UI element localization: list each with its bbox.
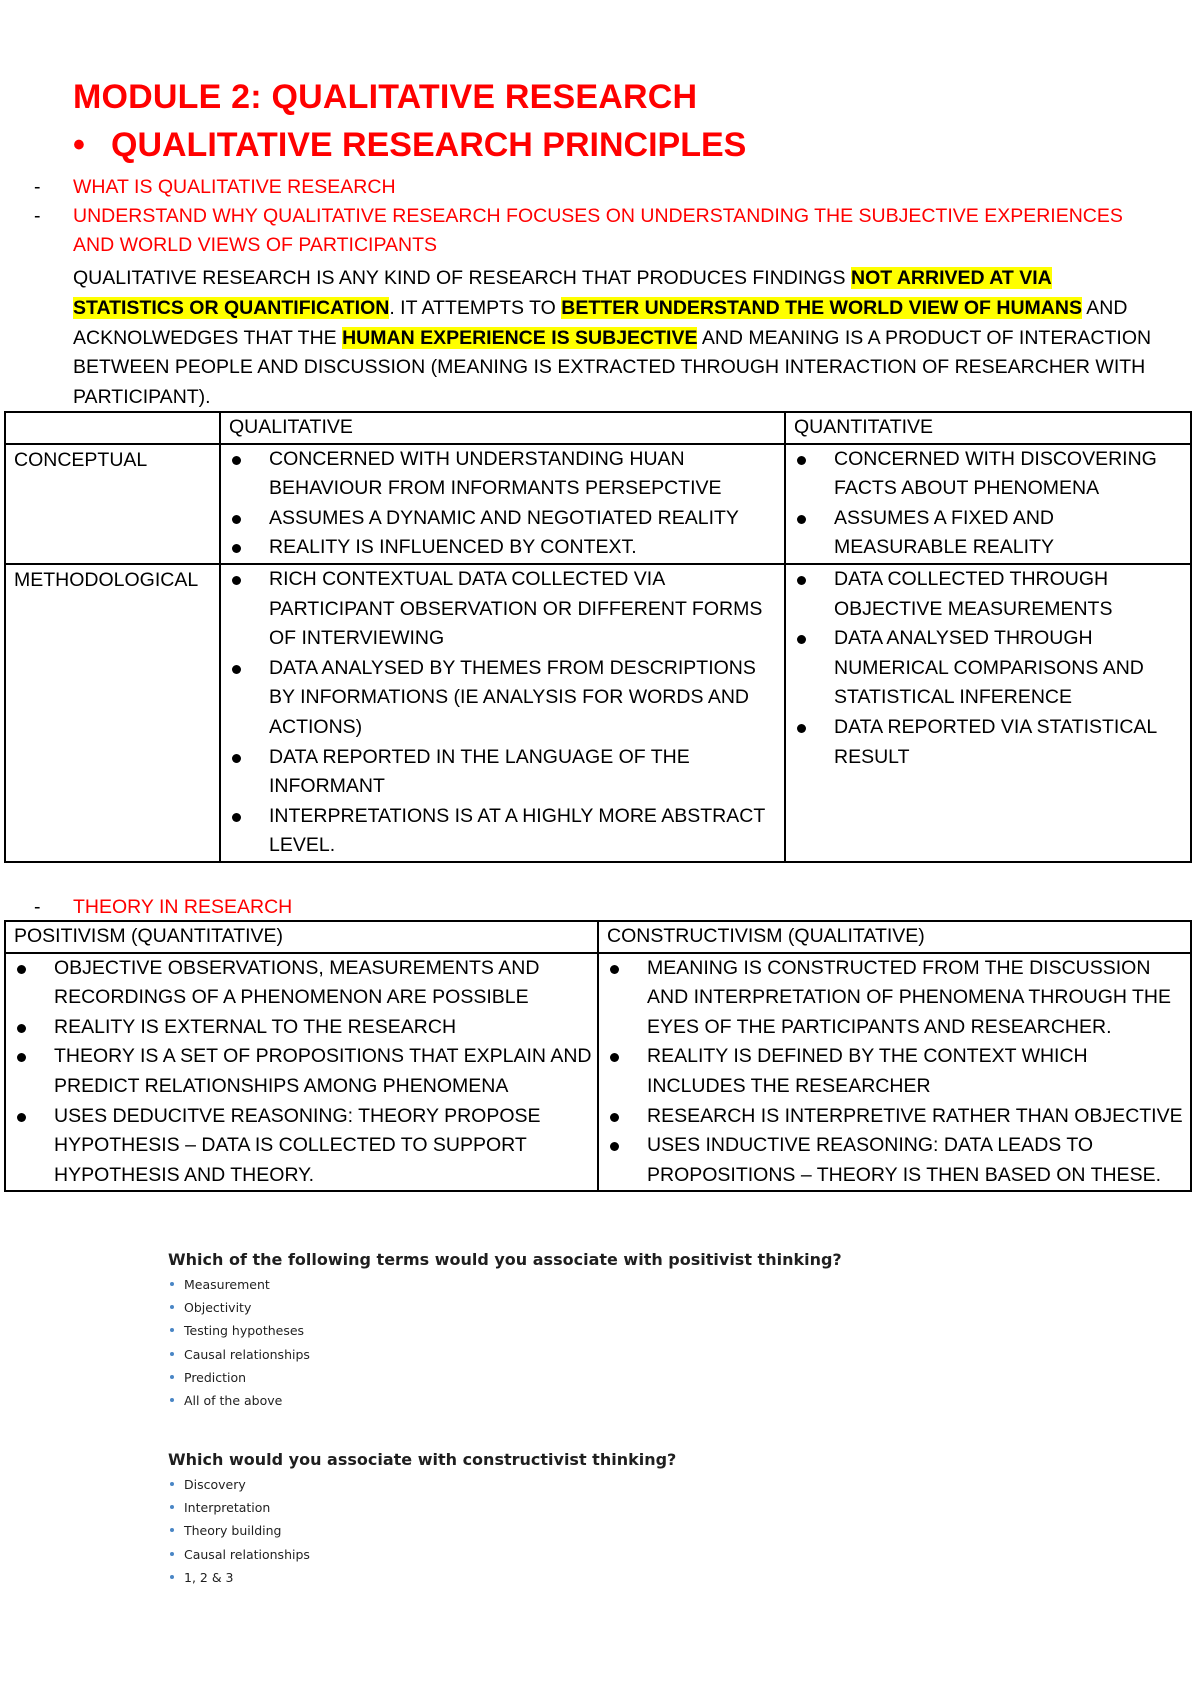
dash-marker: - xyxy=(34,896,41,918)
quiz-option: Measurement xyxy=(168,1273,842,1296)
quiz-option: Causal relationships xyxy=(168,1343,842,1366)
table-header-cell: POSITIVISM (QUANTITATIVE) xyxy=(5,921,598,953)
list-item: USES INDUCTIVE REASONING: DATA LEADS TO PROPOSITIONS – THEORY IS THEN BASED ON THESE. xyxy=(607,1131,1190,1190)
paragraph-text: AND ACKNOLWEDGES THAT THE xyxy=(73,296,1128,349)
comparison-table xyxy=(4,411,1192,863)
paragraph-text: . IT ATTEMPTS TO xyxy=(389,296,562,319)
dash-marker: - xyxy=(34,176,41,198)
list-item: USES DEDUCITVE REASONING: THEORY PROPOSE HYPOTHESIS – DATA IS COLLECTED TO SUPPORT HYPOTHESIS AND THEORY. xyxy=(14,1102,597,1191)
theory-table xyxy=(4,920,1192,1192)
list-item: DATA ANALYSED THROUGH NUMERICAL COMPARISONS AND STATISTICAL INFERENCE xyxy=(794,624,1190,713)
theory-heading xyxy=(34,893,1153,922)
table-header-cell: CONSTRUCTIVISM (QUALITATIVE) xyxy=(598,921,1191,953)
list-item: MEANING IS CONSTRUCTED FROM THE DISCUSSION AND INTERPRETATION OF PHENOMENA THROUGH THE EYES OF THE PARTICIPANTS AND RESEARCHER. xyxy=(607,954,1190,1043)
row-label: METHODOLOGICAL xyxy=(5,564,220,862)
list-item: DATA COLLECTED THROUGH OBJECTIVE MEASUREMENTS xyxy=(794,565,1190,624)
highlight-text: BETTER UNDERSTAND THE WORLD VIEW OF HUMANS xyxy=(561,296,1082,319)
table-cell xyxy=(220,444,785,564)
table-cell xyxy=(220,564,785,862)
quiz-option: Interpretation xyxy=(168,1496,676,1519)
objective-item xyxy=(34,173,1153,202)
table-row xyxy=(5,444,1191,564)
objective-text: UNDERSTAND WHY QUALITATIVE RESEARCH FOCUSES ON UNDERSTANDING THE SUBJECTIVE EXPERIENCES AND WORLD VIEWS OF PARTICIPANTS xyxy=(73,205,1123,256)
objective-text: WHAT IS QUALITATIVE RESEARCH xyxy=(73,176,396,198)
list-item: INTERPRETATIONS IS AT A HIGHLY MORE ABSTRACT LEVEL. xyxy=(229,802,784,861)
quiz-option: Testing hypotheses xyxy=(168,1319,842,1342)
list-item: REALITY IS EXTERNAL TO THE RESEARCH xyxy=(14,1013,597,1043)
quiz-question: Which would you associate with constructivist thinking? xyxy=(168,1450,677,1469)
quiz-option: Theory building xyxy=(168,1519,676,1542)
quiz-options xyxy=(168,1473,676,1589)
quiz-option: All of the above xyxy=(168,1389,842,1412)
list-item: DATA REPORTED VIA STATISTICAL RESULT xyxy=(794,713,1190,772)
bullet-list xyxy=(221,445,784,563)
bullet-icon: • xyxy=(73,126,85,164)
table-cell xyxy=(785,564,1191,862)
list-item: OBJECTIVE OBSERVATIONS, MEASUREMENTS AND RECORDINGS OF A PHENOMENON ARE POSSIBLE xyxy=(14,954,597,1013)
bullet-list xyxy=(6,954,597,1191)
paragraph-text: AND MEANING IS A PRODUCT OF INTERACTION BETWEEN PEOPLE AND DISCUSSION (MEANING IS EXTRACTED THROUGH INTERACTION OF RESEARCHER WITH PARTICIPANT). xyxy=(73,326,1152,409)
table-header-cell: QUALITATIVE xyxy=(220,412,785,444)
bullet-list xyxy=(786,565,1190,772)
section-title-text: QUALITATIVE RESEARCH PRINCIPLES xyxy=(111,126,747,164)
list-item: ASSUMES A FIXED AND MEASURABLE REALITY xyxy=(794,504,1190,563)
list-item: THEORY IS A SET OF PROPOSITIONS THAT EXPLAIN AND PREDICT RELATIONSHIPS AMONG PHENOMENA xyxy=(14,1042,597,1101)
intro-paragraph xyxy=(73,264,1153,413)
list-item: DATA REPORTED IN THE LANGUAGE OF THE INFORMANT xyxy=(229,743,784,802)
quiz-option: 1, 2 & 3 xyxy=(168,1566,676,1589)
list-item: ASSUMES A DYNAMIC AND NEGOTIATED REALITY xyxy=(229,504,784,534)
row-label: CONCEPTUAL xyxy=(5,444,220,564)
objective-item xyxy=(34,202,1153,260)
list-item: REALITY IS INFLUENCED BY CONTEXT. xyxy=(229,533,784,563)
bullet-list xyxy=(221,565,784,861)
list-item: REALITY IS DEFINED BY THE CONTEXT WHICH INCLUDES THE RESEARCHER xyxy=(607,1042,1190,1101)
quiz-positivist xyxy=(168,1250,842,1412)
quiz-question: Which of the following terms would you associate with positivist thinking? xyxy=(168,1250,842,1269)
section-title xyxy=(73,126,746,165)
module-title: MODULE 2: QUALITATIVE RESEARCH xyxy=(73,78,698,116)
list-item: DATA ANALYSED BY THEMES FROM DESCRIPTIONS BY INFORMATIONS (IE ANALYSIS FOR WORDS AND ACTIONS) xyxy=(229,654,784,743)
bullet-list xyxy=(786,445,1190,563)
quiz-option: Discovery xyxy=(168,1473,676,1496)
table-header-row xyxy=(5,412,1191,444)
table-cell xyxy=(598,953,1191,1192)
table-cell xyxy=(785,444,1191,564)
dash-marker: - xyxy=(34,205,41,227)
highlight-text: NOT ARRIVED AT VIA STATISTICS OR QUANTIFICATION xyxy=(73,267,1052,319)
quiz-option: Causal relationships xyxy=(168,1543,676,1566)
paragraph-text: QUALITATIVE RESEARCH IS ANY KIND OF RESEARCH THAT PRODUCES FINDINGS xyxy=(73,267,851,289)
list-item: CONCERNED WITH UNDERSTANDING HUAN BEHAVIOUR FROM INFORMANTS PERSEPCTIVE xyxy=(229,445,784,504)
quiz-options xyxy=(168,1273,842,1412)
list-item: RESEARCH IS INTERPRETIVE RATHER THAN OBJECTIVE xyxy=(607,1102,1190,1132)
table-header-cell: QUANTITATIVE xyxy=(785,412,1191,444)
bullet-list xyxy=(599,954,1190,1191)
table-row xyxy=(5,953,1191,1192)
table-header-row xyxy=(5,921,1191,953)
quiz-option: Objectivity xyxy=(168,1296,842,1319)
list-item: RICH CONTEXTUAL DATA COLLECTED VIA PARTICIPANT OBSERVATION OR DIFFERENT FORMS OF INTERVIEWING xyxy=(229,565,784,654)
table-header-cell xyxy=(5,412,220,444)
theory-heading-text: THEORY IN RESEARCH xyxy=(73,896,293,918)
table-cell xyxy=(5,953,598,1192)
table-row xyxy=(5,564,1191,862)
quiz-constructivist xyxy=(168,1450,676,1589)
quiz-option: Prediction xyxy=(168,1366,842,1389)
list-item: CONCERNED WITH DISCOVERING FACTS ABOUT PHENOMENA xyxy=(794,445,1190,504)
highlight-text: HUMAN EXPERIENCE IS SUBJECTIVE xyxy=(342,326,698,349)
